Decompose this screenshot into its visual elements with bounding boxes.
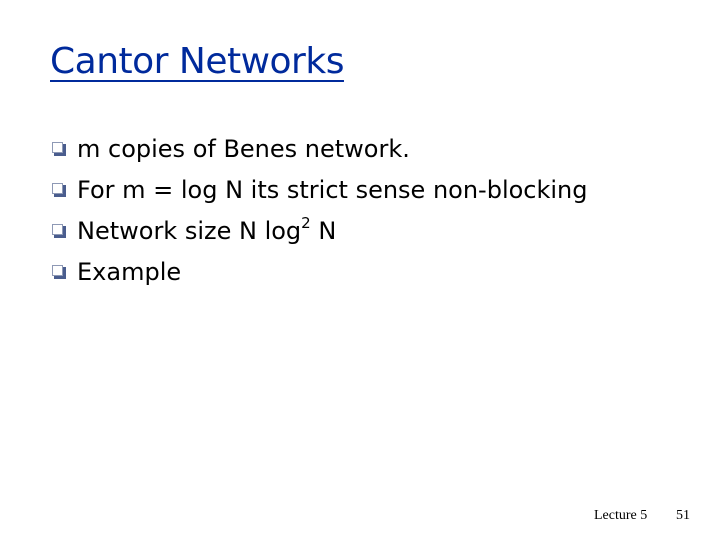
- bullet-item: [52, 169, 588, 210]
- slide-title: Cantor Networks: [50, 41, 344, 82]
- bullet-text: m copies of Benes network.: [77, 134, 410, 163]
- bullet-text: Example: [77, 257, 182, 286]
- square-bullet-icon: [52, 142, 66, 156]
- bullet-superscript: 2: [301, 213, 311, 232]
- square-bullet-icon: [52, 265, 66, 279]
- footer-lecture: Lecture 5: [594, 508, 648, 523]
- bullet-list: [52, 128, 588, 292]
- bullet-item: [52, 210, 588, 251]
- bullet-text: For m = log N its strict sense non-blocking: [77, 175, 588, 204]
- footer-page-number: 51: [676, 508, 690, 523]
- square-bullet-icon: [52, 183, 66, 197]
- bullet-text: [77, 213, 337, 245]
- bullet-text-main: Network size N log: [77, 216, 302, 245]
- bullet-item: [52, 128, 588, 169]
- bullet-text-tail: N: [310, 216, 337, 245]
- bullet-item: [52, 251, 588, 292]
- square-bullet-icon: [52, 224, 66, 238]
